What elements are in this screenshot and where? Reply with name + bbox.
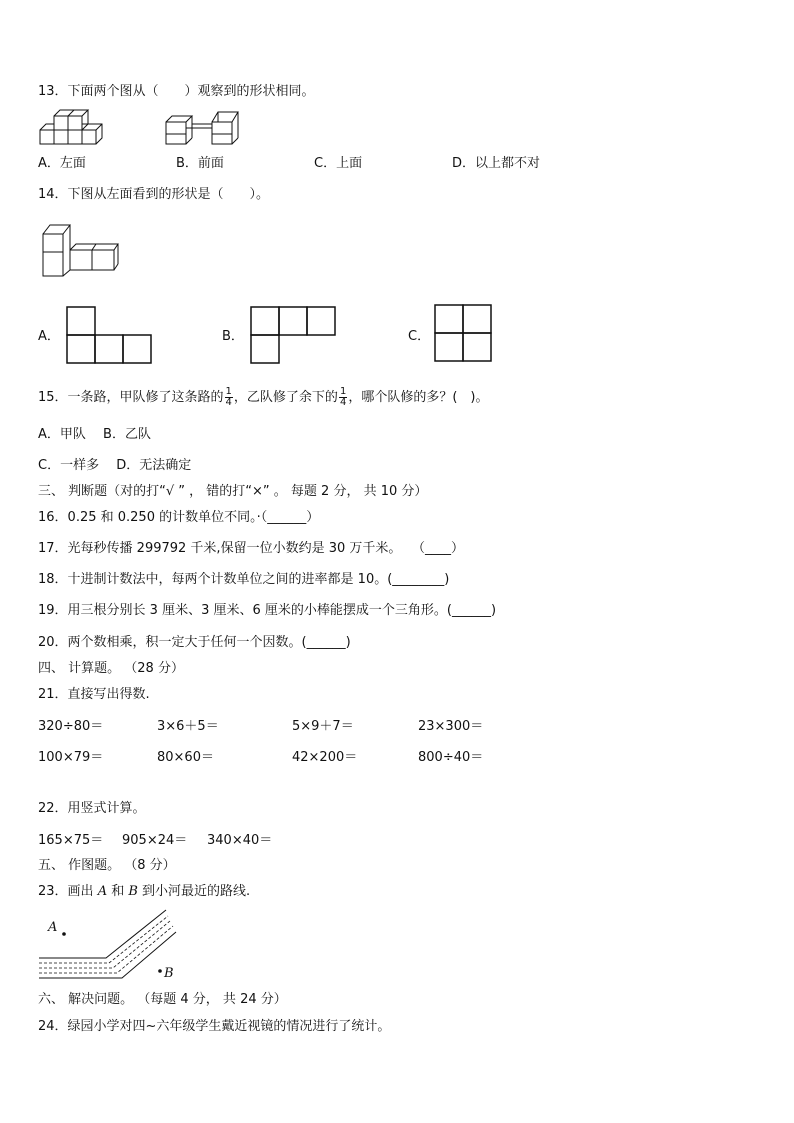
q21-item-7: 42×200＝	[292, 750, 358, 765]
question-15-stem	[38, 386, 488, 410]
q15-fraction-2-numerator: 1	[339, 386, 347, 397]
section-5-heading: 五、 作图题。 （8 分）	[38, 858, 176, 873]
q15-text-part1: 15．一条路，甲队修了这条路的	[38, 390, 224, 405]
q23-point-a-label: A	[48, 920, 58, 935]
q22-item-3: 340×40＝	[207, 833, 273, 848]
q14-cube-figure	[40, 220, 120, 280]
q14-option-a-shape	[66, 306, 154, 364]
question-17: 17．光每秒传播 299792 千米,保留一位小数约是 30 万千米。 （____）	[38, 541, 465, 556]
q21-item-6: 80×60＝	[157, 750, 214, 765]
q23-point-b-label: B	[164, 966, 174, 981]
q15-fraction-2-denominator: 4	[339, 397, 347, 408]
q21-item-8: 800÷40＝	[418, 750, 484, 765]
q13-option-c[interactable]: C．上面	[314, 156, 363, 171]
section-3-heading: 三、 判断题（对的打“√ ” ， 错的打“×” 。 每题 2 分， 共 10 分）	[38, 484, 428, 499]
question-13-stem: 13．下面两个图从（ ）观察到的形状相同。	[38, 84, 315, 99]
question-23-stem	[38, 884, 250, 900]
q23-label-a: A	[97, 884, 108, 899]
q14-option-c-shape	[434, 304, 494, 362]
question-21-stem: 21．直接写出得数.	[38, 687, 150, 702]
section-4-heading: 四、 计算题。 （28 分）	[38, 661, 184, 676]
q15-options-cd[interactable]: C．一样多 D．无法确定	[38, 458, 192, 473]
section-6-heading: 六、 解决问题。 （每题 4 分， 共 24 分）	[38, 992, 287, 1007]
question-14-stem: 14．下图从左面看到的形状是（ ）。	[38, 187, 270, 202]
q23-label-b: B	[128, 884, 138, 899]
q13-figure-left	[40, 110, 102, 144]
q14-option-b-shape	[250, 306, 338, 364]
q15-fraction-1	[225, 387, 233, 408]
q15-text-part3: ，哪个队修的多？( )。	[348, 390, 489, 405]
q13-option-b[interactable]: B．前面	[176, 156, 224, 171]
question-20: 20．两个数相乘，积一定大于任何一个因数。(______)	[38, 635, 351, 650]
q22-item-1: 165×75＝	[38, 833, 104, 848]
q15-fraction-2	[339, 387, 347, 408]
q13-figure-right	[166, 112, 238, 144]
question-22-stem: 22．用竖式计算。	[38, 801, 146, 816]
question-24-stem: 24．绿园小学对四~六年级学生戴近视镜的情况进行了统计。	[38, 1019, 391, 1034]
question-16: 16．0.25 和 0.250 的计数单位不同。·（______）	[38, 510, 320, 525]
q14-option-a[interactable]: A．	[38, 329, 60, 344]
q21-item-1: 320÷80＝	[38, 719, 104, 734]
question-18: 18．十进制计数法中，每两个计数单位之间的进率都是 10。(________)	[38, 572, 450, 587]
q14-option-b[interactable]: B．	[222, 329, 244, 344]
q13-cube-figures	[38, 108, 248, 148]
q21-item-3: 5×9＋7＝	[292, 719, 354, 734]
q15-options-ab[interactable]: A．甲队 B．乙队	[38, 427, 151, 442]
q21-item-5: 100×79＝	[38, 750, 104, 765]
q13-option-a[interactable]: A．左面	[38, 156, 86, 171]
q23-text-part3: 到小河最近的路线.	[137, 884, 251, 899]
q15-fraction-1-denominator: 4	[225, 397, 232, 408]
q21-item-2: 3×6＋5＝	[157, 719, 219, 734]
question-19: 19．用三根分别长 3 厘米、3 厘米、6 厘米的小棒能摆成一个三角形。(______)	[38, 603, 497, 618]
q23-point-a	[62, 932, 66, 936]
q15-fraction-1-numerator: 1	[225, 386, 232, 397]
q15-text-part2: ，乙队修了余下的	[233, 390, 338, 405]
q22-item-2: 905×24＝	[122, 833, 188, 848]
q23-point-b	[158, 969, 162, 973]
q23-text-part2: 和	[107, 884, 129, 899]
q23-text-part1: 23．画出	[38, 884, 98, 899]
q21-item-4: 23×300＝	[418, 719, 484, 734]
q14-option-c[interactable]: C．	[408, 329, 431, 344]
q13-option-d[interactable]: D．以上都不对	[452, 156, 541, 171]
